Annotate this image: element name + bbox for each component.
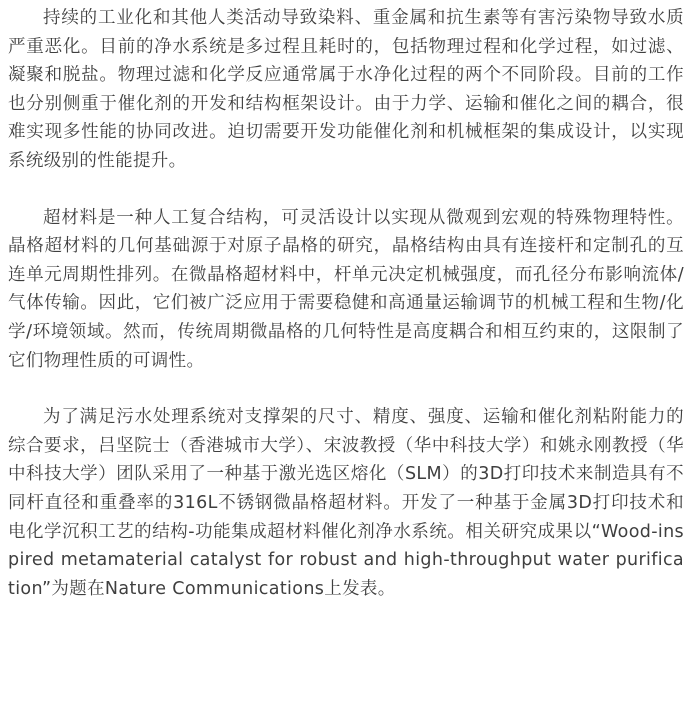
paragraph-metamaterial-intro: 超材料是一种人工复合结构，可灵活设计以实现从微观到宏观的特殊物理特性。晶格超材料的几何基础源于对原子晶格的研究，晶格结构由具有连接杆和定制孔的互连单元周期性排列。在微晶格超材料中，杆单元决定机械强度，而孔径分布影响流体/气体传输。因此，它们被广泛应用于需要稳健和高通量运输调节的机械工程和生物/化学/环境领域。然而，传统周期微晶格的几何特性是高度耦合和相互约束的，这限制了它们物理性质的可调性。 — [8, 207, 684, 371]
paragraph-pollution-background: 持续的工业化和其他人类活动导致染料、重金属和抗生素等有害污染物导致水质严重恶化。目前的净水系统是多过程且耗时的，包括物理过程和化学过程，如过滤、凝聚和脱盐。物理过滤和化学反应通常属于水净化过程的两个不同阶段。目前的工作也分别侧重于催化剂的开发和结构框架设计。由于力学、运输和催化之间的耦合，很难实现多性能的协同改进。迫切需要开发功能催化剂和机械框架的集成设计，以实现系统级别的性能提升。 — [8, 8, 684, 171]
paragraph-research-summary: 为了满足污水处理系统对支撑架的尺寸、精度、强度、运输和催化剂粘附能力的综合要求，吕坚院士（香港城市大学）、宋波教授（华中科技大学）和姚永刚教授（华中科技大学）团队采用了一种基于激光选区熔化（SLM）的3D打印技术来制造具有不同杆直径和重叠率的316L不锈钢微晶格超材料。开发了一种基于金属3D打印技术和电化学沉积工艺的结构-功能集成超材料催化剂净水系统。相关研究成果以“Wood-inspired metamaterial catalyst for robust and high-throughput water purification”为题在Nature Communications上发表。 — [8, 407, 684, 599]
article-body — [8, 4, 684, 603]
